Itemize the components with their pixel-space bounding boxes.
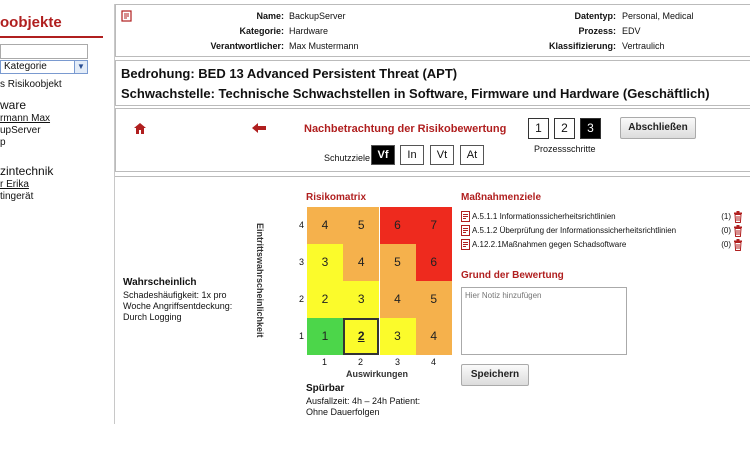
name-label: Name: (256, 11, 284, 21)
datentyp-value: Personal, Medical (622, 11, 694, 21)
process-steps-label: Prozessschritte (534, 144, 596, 154)
rating-reason-title: Grund der Bewertung (461, 270, 564, 281)
measures-title: Maßnahmenziele (461, 192, 542, 203)
category-select[interactable] (0, 60, 88, 74)
name-value: BackupServer (289, 11, 346, 21)
measure-count: (0) (721, 226, 731, 235)
finish-button[interactable]: Abschließen (620, 117, 696, 139)
matrix-cell[interactable]: 4 (416, 318, 452, 355)
sidebar-title: oobjekte (0, 14, 62, 31)
review-toolbar (115, 108, 750, 172)
matrix-cell[interactable]: 6 (380, 207, 416, 244)
arrow-left-icon[interactable] (252, 123, 266, 133)
chevron-down-icon[interactable]: ▼ (74, 61, 87, 73)
home-icon[interactable] (134, 123, 146, 134)
probability-line-3: Durch Logging (123, 312, 182, 322)
threat-title-panel (115, 60, 750, 106)
assessment-content (115, 176, 750, 424)
category-select-value: Kategorie (4, 61, 47, 72)
y-tick-3: 3 (299, 257, 305, 267)
document-icon[interactable] (461, 211, 471, 222)
sidebar-search-input[interactable] (0, 44, 88, 59)
matrix-cell[interactable]: 3 (307, 244, 343, 281)
matrix-cell[interactable]: 4 (307, 207, 343, 244)
impact-title: Spürbar (306, 383, 345, 394)
x-tick-2: 2 (358, 357, 364, 367)
process-step-3[interactable]: 3 (580, 118, 601, 139)
matrix-cell[interactable]: 7 (416, 207, 452, 244)
probability-title: Wahrscheinlich (123, 277, 197, 288)
sidebar-item-owner[interactable]: rmann Max (0, 113, 51, 124)
matrix-cell[interactable]: 1 (307, 318, 343, 355)
document-icon[interactable] (461, 225, 471, 236)
sidebar (0, 0, 107, 430)
x-tick-4: 4 (431, 357, 437, 367)
sidebar-group-hardware[interactable]: ware (0, 98, 27, 112)
document-icon[interactable] (461, 239, 471, 250)
verantwortlicher-label: Verantwortlicher: (210, 41, 284, 51)
document-edit-icon[interactable] (121, 10, 133, 22)
object-info-panel (115, 4, 750, 57)
matrix-cell[interactable]: 3 (343, 281, 379, 318)
sidebar-divider (0, 36, 103, 38)
trash-icon[interactable] (733, 239, 743, 251)
review-title: Nachbetrachtung der Risikobewertung (304, 123, 507, 135)
verantwortlicher-value: Max Mustermann (289, 41, 359, 51)
sidebar-item-owner-2[interactable]: r Erika (0, 179, 29, 190)
new-risk-object-link[interactable]: s Risikoobjekt (0, 79, 62, 90)
x-tick-3: 3 (395, 357, 401, 367)
y-tick-4: 4 (299, 220, 305, 230)
schutzziel-in[interactable]: In (400, 145, 424, 165)
notes-textarea[interactable] (461, 287, 627, 355)
sidebar-item-device[interactable]: tingerät (0, 191, 34, 202)
matrix-cell[interactable]: 5 (343, 207, 379, 244)
kategorie-value: Hardware (289, 26, 329, 36)
measure-item[interactable] (461, 225, 743, 238)
matrix-cell[interactable]: 2 (343, 318, 379, 355)
measure-label: A.5.1.1 Informationssicherheitsrichtlinien (472, 212, 616, 221)
trash-icon[interactable] (733, 211, 743, 223)
x-tick-1: 1 (322, 357, 328, 367)
sidebar-group-medizintechnik[interactable]: zintechnik (0, 164, 54, 178)
sidebar-item-backupserver[interactable]: upServer (0, 125, 41, 136)
schutzziele-label: Schutzziele (324, 153, 371, 163)
schutzziel-vf[interactable]: Vf (371, 145, 395, 165)
datentyp-label: Datentyp: (574, 11, 616, 21)
probability-line-2: Woche Angriffsentdeckung: (123, 301, 233, 311)
kategorie-label: Kategorie: (239, 26, 284, 36)
risk-matrix (307, 207, 452, 355)
y-tick-2: 2 (299, 294, 305, 304)
matrix-cell[interactable]: 2 (307, 281, 343, 318)
save-button[interactable]: Speichern (461, 364, 529, 386)
matrix-cell[interactable]: 6 (416, 244, 452, 281)
schutzziel-vt[interactable]: Vt (430, 145, 454, 165)
measure-item[interactable] (461, 239, 743, 252)
klassifizierung-value: Vertraulich (622, 41, 665, 51)
weakness-title: Schwachstelle: Technische Schwachstellen in Software, Firmware und Hardware (Geschäftlich) (121, 86, 710, 101)
measure-label: A.5.1.2 Überprüfung der Informationssicherheitsrichtlinien (472, 226, 677, 235)
main-panel (114, 4, 750, 424)
y-axis-label: Eintrittswahrscheinlichkeit (255, 223, 265, 338)
impact-line-1: Ausfallzeit: 4h – 24h Patient: (306, 396, 421, 406)
klassifizierung-label: Klassifizierung: (548, 41, 616, 51)
prozess-value: EDV (622, 26, 641, 36)
schutzziel-at[interactable]: At (460, 145, 484, 165)
matrix-cell[interactable]: 5 (380, 244, 416, 281)
measure-count: (1) (721, 212, 731, 221)
impact-line-2: Ohne Dauerfolgen (306, 407, 380, 417)
matrix-cell[interactable]: 4 (343, 244, 379, 281)
matrix-cell[interactable]: 4 (380, 281, 416, 318)
y-tick-1: 1 (299, 331, 305, 341)
measure-count: (0) (721, 240, 731, 249)
x-axis-label: Auswirkungen (346, 369, 409, 379)
measure-item[interactable] (461, 211, 743, 224)
probability-line-1: Schadeshäufigkeit: 1x pro (123, 290, 227, 300)
trash-icon[interactable] (733, 225, 743, 237)
process-step-1[interactable]: 1 (528, 118, 549, 139)
matrix-cell[interactable]: 5 (416, 281, 452, 318)
risk-matrix-title: Risikomatrix (306, 192, 367, 203)
matrix-cell[interactable]: 3 (380, 318, 416, 355)
prozess-label: Prozess: (578, 26, 616, 36)
sidebar-item-third[interactable]: p (0, 137, 6, 148)
measure-label: A.12.2.1Maßnahmen gegen Schadsoftware (472, 240, 627, 249)
threat-title: Bedrohung: BED 13 Advanced Persistent Threat (APT) (121, 66, 458, 81)
process-step-2[interactable]: 2 (554, 118, 575, 139)
